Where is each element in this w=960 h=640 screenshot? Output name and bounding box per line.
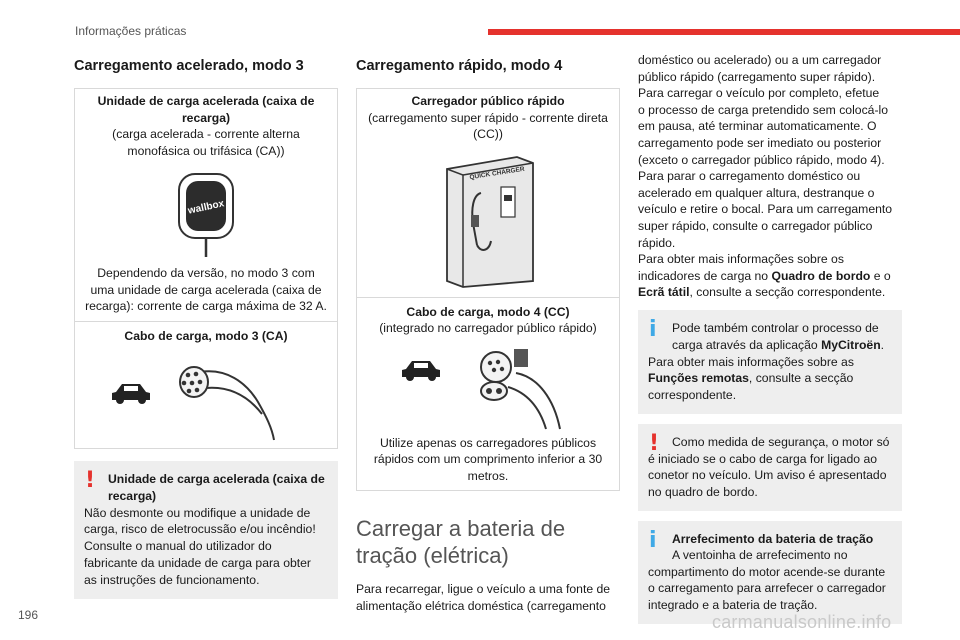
section-heading-mode4: Carregamento rápido, modo 4	[356, 58, 563, 74]
page-number: 196	[18, 608, 39, 622]
text-run: Para obter mais informações sobre os indicadores de carga no	[638, 252, 844, 283]
text-run: Para obter mais informações sobre as	[648, 354, 854, 369]
charging-intro-text: Para recarregar, ligue o veículo a uma fonte de alimentação elétrica doméstica (carregamento	[356, 582, 611, 613]
charge-indicators-text	[638, 251, 902, 301]
wallbox-warning-text: Não desmonte ou modifique a unidade de carga, risco de eletrocussão e/ou incêndio! Consulte o manual do utilizador do fabricante da unidade de carga para obter as instruções de funcionamento.	[84, 505, 316, 587]
cable-mode4-subtitle: (integrado no carregador público rápido)	[379, 321, 597, 335]
text-line: Para parar o carregamento doméstico ou	[638, 169, 861, 184]
car-icon	[402, 361, 440, 381]
battery-cooling-info-note	[638, 521, 902, 624]
warning-icon: !	[85, 468, 96, 493]
text-run: e o	[870, 268, 891, 283]
engine-safety-warning-text: Como medida de segurança, o motor só é iniciado se o cabo de carga for ligado ao conetor no veículo. Um aviso é apresentado no quadro de bordo.	[648, 434, 890, 500]
wallbox-warning-title: Unidade de carga acelerada (caixa de recarga)	[108, 472, 325, 503]
quick-charger-box	[356, 88, 620, 491]
engine-safety-warning-note	[638, 424, 902, 511]
watermark: carmanualsonline.info	[712, 612, 892, 632]
app-info-note	[638, 310, 902, 414]
quick-charger-label: QUICK CHARGER	[469, 165, 526, 181]
column-3	[638, 52, 902, 624]
text-line: (exceto o carregador público rápido, modo 4).	[638, 152, 885, 167]
app-name: MyCitroën	[821, 337, 881, 352]
text-line: rápido.	[638, 235, 676, 250]
type2-plug-icon	[180, 367, 274, 440]
ccs-plug-icon	[481, 349, 560, 429]
text-line: doméstico ou acelerado) ou a um carregador	[638, 53, 882, 67]
text-run: , consulte a secção correspondente.	[648, 371, 854, 403]
wallbox-warning-note	[74, 461, 338, 599]
text-line: Para carregar o veículo por completo, efetue	[638, 86, 880, 101]
running-header: Informações práticas	[75, 24, 187, 38]
section-heading-mode3: Carregamento acelerado, modo 3	[74, 58, 304, 74]
link-touch-screen: Ecrã tátil	[638, 285, 690, 300]
wallbox-subtitle: (carga acelerada - corrente alterna monofásica ou trifásica (CA))	[112, 127, 300, 158]
quick-charger-subtitle: (carregamento super rápido - corrente direta (CC))	[368, 110, 608, 141]
cable-mode4-text: Utilize apenas os carregadores públicos rápidos com um comprimento inferior a 30 metros.	[373, 435, 603, 483]
column-1	[74, 58, 338, 599]
text-line: em pausa, até terminar automaticamente. O	[638, 119, 877, 134]
text-run: .	[880, 337, 885, 352]
header-accent-bar	[488, 29, 960, 35]
wallbox-box	[74, 88, 338, 449]
quick-charger-illustration	[433, 149, 543, 289]
text-line: super rápido, consulte o carregador público	[638, 218, 873, 233]
text-line: veículo e retire o bocal. Para um carregamento	[638, 202, 893, 217]
cable-mode3-title: Cabo de carga, modo 3 (CA)	[124, 328, 288, 343]
text-line: acelerado em qualquer altura, destranque o	[638, 185, 875, 200]
text-line: público rápido (carregamento super rápido).	[638, 69, 876, 84]
wallbox-logo: wallbox	[187, 198, 226, 217]
text-line: o processo de carga pretendido sem colocá-lo	[638, 102, 888, 117]
battery-cooling-title: Arrefecimento da bateria de tração	[672, 532, 874, 547]
cable-mode4-title: Cabo de carga, modo 4 (CC)	[406, 304, 570, 319]
charging-section-title: Carregar a bateria de tração (elétrica)	[356, 516, 566, 568]
quick-charger-title: Carregador público rápido	[411, 94, 565, 108]
link-instrument-panel: Quadro de bordo	[771, 268, 871, 283]
info-icon: i	[649, 528, 657, 554]
text-run: , consulte a secção correspondente.	[689, 285, 886, 300]
text-line: carregamento pode ser imediato ou posterior	[638, 135, 882, 150]
wallbox-title: Unidade de carga acelerada (caixa de recarga)	[97, 94, 315, 125]
cable-mode3-illustration	[96, 352, 316, 442]
info-icon: i	[649, 316, 657, 342]
wallbox-text: Dependendo da versão, no modo 3 com uma unidade de carga acelerada (caixa de recarga): corrente de carga máxima de 32 A.	[85, 266, 327, 313]
remote-functions-ref: Funções remotas	[648, 371, 749, 386]
warning-icon: !	[649, 430, 660, 456]
charging-procedure-text	[638, 52, 902, 251]
car-icon	[112, 384, 150, 404]
text-run: Pode também controlar o processo de carga através da aplicação	[672, 320, 879, 352]
battery-cooling-text: A ventoinha de arrefecimento no compartimento do motor acende-se durante o carregamento para arrefecer o carregador integrado e a bateria de tração.	[648, 547, 886, 613]
wallbox-illustration	[176, 171, 236, 261]
column-2	[356, 58, 620, 614]
cable-mode4-illustration	[388, 343, 588, 431]
